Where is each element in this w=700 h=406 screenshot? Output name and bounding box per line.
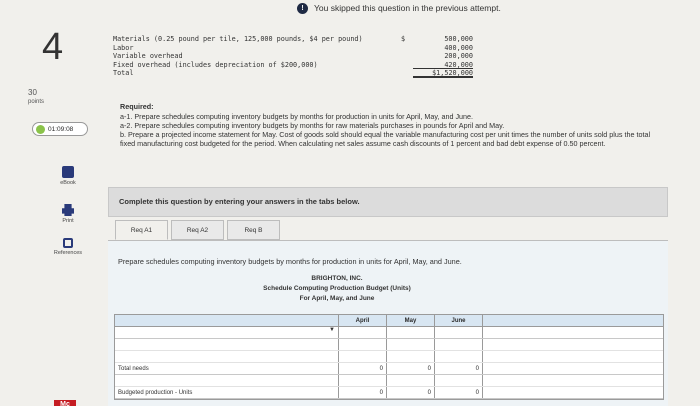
blank-input[interactable]: [339, 351, 387, 362]
timer-value: 01:09:08: [48, 125, 74, 133]
col-april: April: [339, 315, 387, 326]
schedule-title: Schedule Computing Production Budget (Units): [263, 285, 411, 292]
cost-currency: [401, 44, 413, 53]
blank-input[interactable]: [387, 339, 435, 350]
cost-label: Total: [113, 69, 134, 77]
row-label: Budgeted production - Units: [115, 387, 339, 398]
required-a1: a-1. Prepare schedules computing inventory budgets by months for production in units for April, May, and June.: [120, 112, 474, 121]
cost-currency: [401, 69, 413, 78]
tab-req-a1[interactable]: Req A1: [115, 220, 168, 240]
blank-input[interactable]: [435, 351, 483, 362]
required-a2: a-2. Prepare schedules computing inventory budgets by months for raw materials purchases in pounds for April and May.: [120, 121, 505, 130]
cost-table: [113, 35, 473, 78]
input-june[interactable]: [435, 327, 483, 338]
points-value: 30: [28, 88, 37, 97]
cost-currency: [401, 61, 413, 70]
row-label: Total needs: [115, 363, 339, 374]
cost-currency: $: [401, 35, 406, 43]
cost-amount: 400,000: [444, 43, 473, 52]
blank-label[interactable]: [115, 375, 339, 386]
cost-amount: 200,000: [444, 52, 473, 60]
question-number: 4: [42, 26, 64, 68]
blank-label[interactable]: [115, 339, 339, 350]
grid-header-label: [115, 315, 339, 326]
timer: [32, 122, 88, 136]
cost-row: [113, 61, 473, 70]
references-label: References: [53, 250, 83, 256]
blank-input[interactable]: [387, 351, 435, 362]
company-name: BRIGHTON, INC.: [311, 275, 363, 282]
budget-title: [210, 274, 464, 304]
cost-row: [113, 44, 473, 53]
cost-row: [113, 35, 473, 44]
cost-row-total: [113, 69, 473, 78]
ebook-button[interactable]: [48, 166, 88, 186]
cost-label: Materials (0.25 pound per tile, 125,000 pounds, $4 per pound): [113, 35, 363, 43]
banner-text: You skipped this question in the previous attempt.: [314, 3, 501, 13]
points-label: points: [28, 99, 45, 105]
grid-row-total-needs: [115, 363, 663, 375]
chevron-down-icon: ▼: [329, 327, 335, 333]
cost-label: Variable overhead: [113, 52, 183, 60]
mcgraw-hill-logo: Mc: [54, 400, 76, 406]
tab-bar: [115, 220, 280, 240]
blank-input[interactable]: [435, 375, 483, 386]
grid-row-budgeted-production: [115, 387, 663, 399]
tab-req-a2[interactable]: Req A2: [171, 220, 224, 240]
row-label-dropdown[interactable]: [115, 327, 339, 338]
complete-instruction: Complete this question by entering your answers in the tabs below.: [108, 187, 668, 217]
production-budget-grid: [114, 314, 664, 400]
cost-amount: 420,000: [413, 61, 473, 70]
col-june: June: [435, 315, 483, 326]
cost-amount: 500,000: [444, 35, 473, 43]
references-button[interactable]: [48, 238, 88, 256]
value-june: 0: [435, 387, 483, 398]
references-icon: [63, 238, 73, 248]
blank-input[interactable]: [339, 339, 387, 350]
blank-input[interactable]: [435, 339, 483, 350]
required-heading: Required:: [120, 102, 154, 111]
required-b: b. Prepare a projected income statement for May. Cost of goods sold should equal the variable manufacturing cost per unit times the number of units sold plus the total fixed manufacturing cost budgeted for the period. When calculating net sales assume cash discounts of 1 percent and bad debt expense of 0.50 percent.: [120, 130, 651, 148]
value-may: 0: [387, 363, 435, 374]
input-may[interactable]: [387, 327, 435, 338]
input-april[interactable]: [339, 327, 387, 338]
ebook-label: eBook: [60, 180, 76, 186]
value-may: 0: [387, 387, 435, 398]
print-label: Print: [62, 218, 74, 224]
blank-row: [115, 339, 663, 351]
book-icon: [62, 166, 74, 178]
value-april: 0: [339, 387, 387, 398]
schedule-period: For April, May, and June: [299, 295, 375, 302]
blank-row: [115, 375, 663, 387]
blank-label[interactable]: [115, 351, 339, 362]
clock-icon: [36, 125, 45, 134]
printer-icon: [62, 204, 74, 216]
tab-panel: [108, 240, 668, 406]
value-june: 0: [435, 363, 483, 374]
print-button[interactable]: [48, 204, 88, 224]
panel-instruction: Prepare schedules computing inventory budgets by months for production in units for April, May, and June.: [118, 257, 462, 266]
grid-row-dropdown: [115, 327, 663, 339]
blank-input[interactable]: [387, 375, 435, 386]
grid-header: [115, 315, 663, 327]
value-april: 0: [339, 363, 387, 374]
cost-label: Labor: [113, 43, 134, 52]
skipped-banner: [297, 0, 501, 16]
blank-input[interactable]: [339, 375, 387, 386]
cost-row: [113, 52, 473, 61]
required-section: [120, 102, 665, 148]
blank-row: [115, 351, 663, 363]
cost-currency: [401, 52, 413, 61]
cost-amount: $1,520,000: [413, 69, 473, 78]
info-icon: !: [297, 3, 308, 14]
tab-req-b[interactable]: Req B: [227, 220, 280, 240]
col-may: May: [387, 315, 435, 326]
cost-label: Fixed overhead (includes depreciation of $200,000): [113, 60, 318, 69]
